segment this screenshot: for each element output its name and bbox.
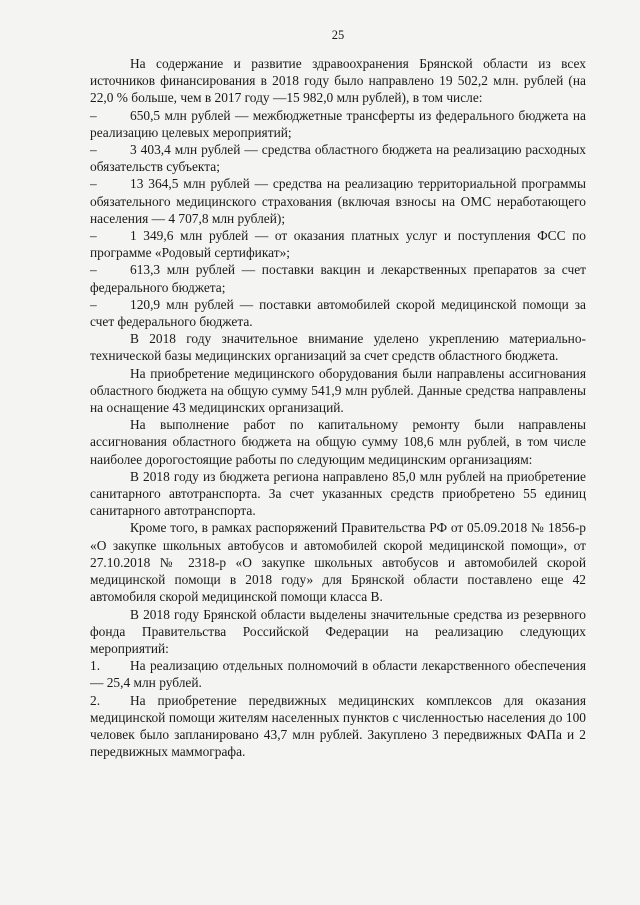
paragraph: В 2018 году значительное внимание уделено укреплению материально-технической базы медицинских организаций за счет средств областного бюджета. (90, 331, 586, 364)
paragraph: В 2018 году из бюджета региона направлено 85,0 млн рублей на приобретение санитарного автотранспорта. За счет указанных средств приобретено 55 единиц санитарного автотранспорта. (90, 468, 586, 519)
list-item-text: 1 349,6 млн рублей — от оказания платных услуг и поступления ФСС по программе «Родовый сертификат»; (90, 228, 586, 261)
paragraph: На приобретение медицинского оборудования были направлены ассигнования областного бюджета на общую сумму 541,9 млн рублей. Данные средства направлены на оснащение 43 медицинских организаций. (90, 365, 586, 416)
list-marker: 1. (90, 658, 101, 674)
list-item (90, 141, 586, 175)
document-body (90, 55, 586, 760)
list-item-text: 613,3 млн рублей — поставки вакцин и лекарственных препаратов за счет федерального бюджета; (90, 262, 586, 295)
list-item-text: 650,5 млн рублей — межбюджетные трансферты из федерального бюджета на реализацию целевых мероприятий; (90, 107, 586, 140)
list-marker: 2. (90, 692, 101, 708)
page-number: 25 (331, 28, 345, 42)
list-marker: – (90, 107, 97, 123)
list-marker: – (90, 262, 97, 278)
list-item (90, 261, 586, 295)
paragraph: На выполнение работ по капитальному ремонту были направлены ассигнования областного бюджета на общую сумму 108,6 млн рублей, в том числе наиболее дорогостоящие работы по следующим медицинским организациям: (90, 417, 586, 467)
list-item-text: 13 364,5 млн рублей — средства на реализацию территориальной программы обязательного медицинского страхования (включая взносы на ОМС неработающего населения — 4 707,8 млн рублей); (90, 176, 586, 226)
list-item (90, 107, 586, 141)
paragraph: На содержание и развитие здравоохранения Брянской области из всех источников финансирования в 2018 году было направлено 19 502,2 млн. рублей (на 22,0 % больше, чем в 2017 году —15 982,0 млн рублей), в том числе: (90, 56, 586, 106)
list-item-text: На реализацию отдельных полномочий в области лекарственного обеспечения — 25,4 млн рублей. (90, 658, 586, 691)
list-item (90, 175, 586, 227)
paragraph: Кроме того, в рамках распоряжений Правительства РФ от 05.09.2018 № 1856-р «О закупке школьных автобусов и автомобилей скорой медицинской помощи», от 27.10.2018 № 2318-р «О закупке школьных автобусов и автомобилей скорой медицинской помощи в 2018 году» для Брянской области поставлено еще 42 автомобиля скорой медицинской помощи класса В. (90, 520, 586, 605)
list-item-text: 3 403,4 млн рублей — средства областного бюджета на реализацию расходных обязательств субъекта; (90, 142, 586, 175)
list-marker: – (90, 296, 97, 312)
list-marker: – (90, 142, 97, 158)
list-item-text: На приобретение передвижных медицинских комплексов для оказания медицинской помощи жителям населенных пунктов с численностью населения до 100 человек было запланировано 43,7 млн рублей. Закуплено 3 передвижных ФАПа и 2 передвижных маммографа. (90, 692, 586, 760)
list-marker: – (90, 176, 97, 192)
list-item-text: 120,9 млн рублей — поставки автомобилей скорой медицинской помощи за счет федерального бюджета. (90, 296, 586, 330)
list-item (90, 296, 586, 330)
numbered-item (90, 657, 586, 691)
list-marker: – (90, 228, 97, 244)
list-item (90, 227, 586, 261)
paragraph: В 2018 году Брянской области выделены значительные средства из резервного фонда Правительства Российской Федерации на реализацию следующих мероприятий: (90, 606, 586, 656)
numbered-item (90, 692, 586, 761)
